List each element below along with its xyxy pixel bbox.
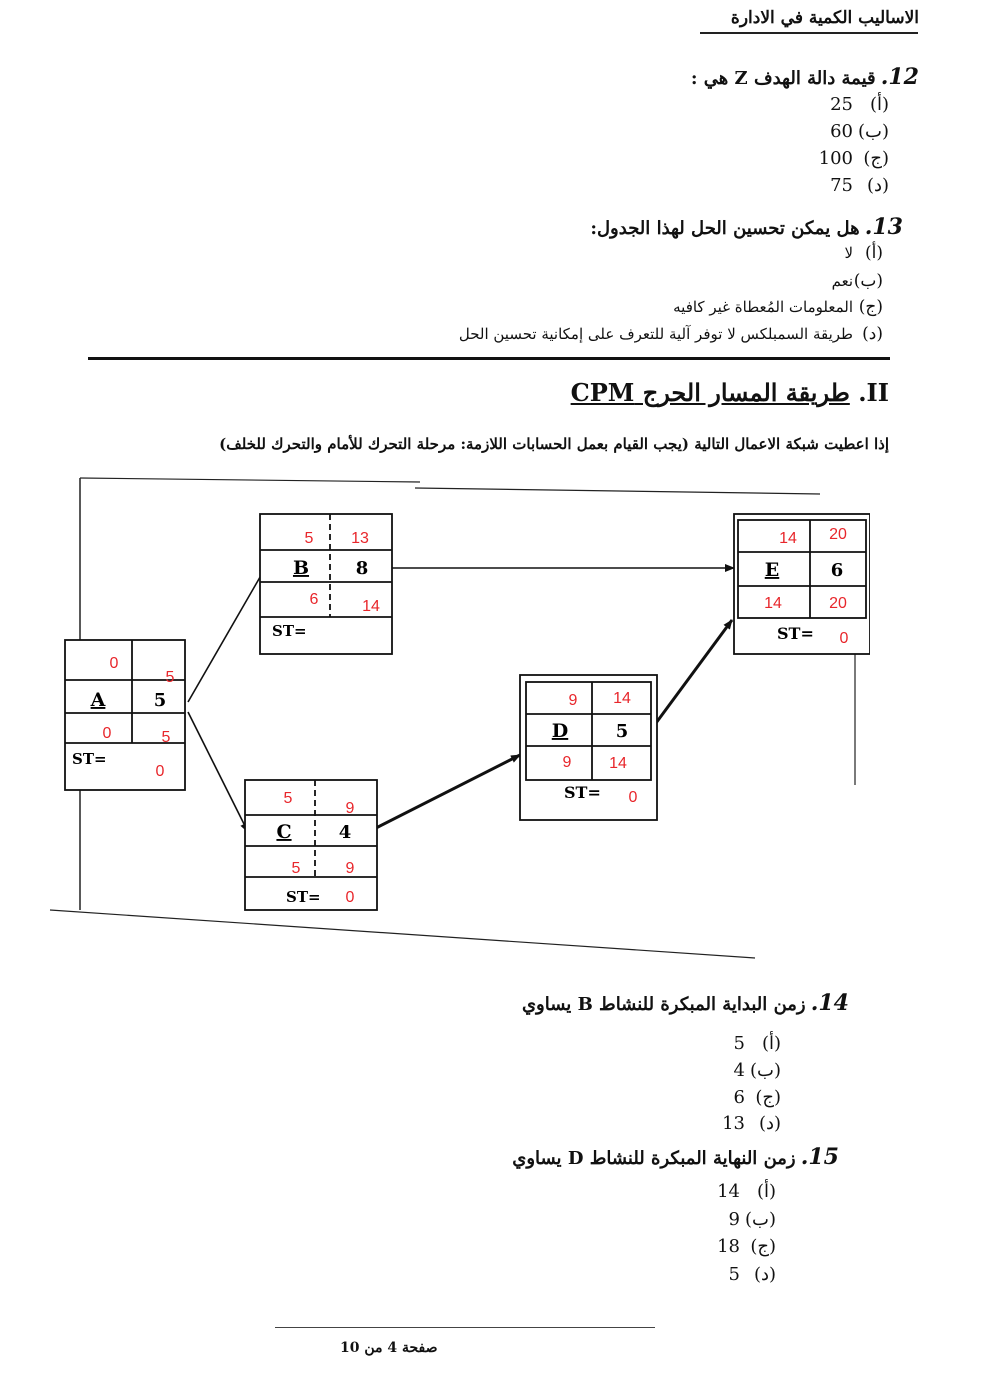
question-15: [512, 1144, 839, 1170]
slack-value: 0: [628, 789, 638, 806]
option-b[interactable]: (ب)9: [728, 1209, 776, 1230]
question-13: [590, 214, 903, 240]
early-start: 0: [109, 655, 119, 672]
arrow-c-to-d: [376, 755, 520, 828]
question-number: 12.: [880, 64, 919, 90]
slack-label: ST=: [286, 888, 321, 906]
activity-node-c: [245, 780, 377, 910]
early-finish: 9: [345, 800, 355, 817]
question-number: 14.: [810, 990, 849, 1016]
header-underline: [700, 32, 918, 34]
activity-duration: 6: [830, 560, 844, 581]
slack-label: ST=: [72, 750, 107, 768]
activity-id: B: [292, 557, 310, 579]
question-number: 13.: [864, 214, 903, 240]
frame-top: [80, 478, 420, 482]
late-start: 6: [309, 591, 319, 608]
question-text: زمن البداية المبكرة للنشاط B يساوي: [521, 994, 806, 1015]
option-d[interactable]: (د)13: [722, 1113, 781, 1134]
footer-rule: [275, 1327, 655, 1328]
section-number: II.: [858, 378, 889, 407]
activity-id: A: [90, 689, 106, 711]
question-14: [522, 990, 849, 1016]
question-12: [691, 64, 919, 90]
slack-value: 0: [345, 889, 355, 906]
question-text: زمن النهاية المبكرة للنشاط D يساوي: [512, 1148, 796, 1169]
late-finish: 9: [345, 860, 355, 877]
question-text: هل يمكن تحسين الحل لهذا الجدول:: [590, 218, 860, 239]
option-a[interactable]: (أ)5: [733, 1033, 781, 1054]
option-a[interactable]: (أ)25: [830, 94, 889, 115]
option-d[interactable]: (د)75: [830, 175, 889, 196]
arrow-a-to-c: [188, 712, 248, 832]
question-number: 15.: [800, 1144, 839, 1170]
option-a[interactable]: (أ)لا: [844, 243, 883, 263]
page-header: الاساليب الكمية في الادارة: [730, 8, 919, 28]
option-b[interactable]: (ب)4: [733, 1060, 781, 1081]
early-start: 14: [779, 530, 797, 547]
activity-duration: 4: [338, 822, 352, 843]
early-finish: 20: [829, 526, 847, 543]
arrow-d-to-e: [656, 620, 732, 723]
option-d[interactable]: (د)طريقة السمبلكس لا توفر آلية للتعرف على إمكانية تحسين الحل: [458, 324, 883, 344]
slack-label: ST=: [564, 783, 601, 802]
activity-duration: 5: [153, 690, 167, 711]
late-finish: 20: [829, 595, 847, 612]
section-divider: [88, 357, 890, 360]
option-c[interactable]: (ج)المعلومات المُعطاة غير كافيه: [673, 297, 883, 317]
activity-node-e: [734, 514, 870, 654]
section-instruction: إذا اعطيت شبكة الاعمال التالية (يجب القيام بعمل الحسابات اللازمة: مرحلة التحرك للأمام والتحرك للخلف): [219, 435, 889, 453]
late-start: 5: [291, 860, 301, 877]
slack-value: 0: [839, 630, 849, 647]
early-finish: 14: [613, 690, 631, 707]
early-start: 5: [304, 530, 314, 547]
frame-top-right: [415, 488, 820, 494]
arrow-a-to-b: [188, 565, 267, 702]
section-heading: [571, 378, 889, 407]
frame-bottom: [50, 910, 755, 958]
option-a[interactable]: (أ)14: [717, 1181, 776, 1202]
option-c[interactable]: (ج)18: [717, 1236, 776, 1257]
activity-id: D: [551, 720, 569, 742]
late-finish: 14: [609, 755, 627, 772]
early-finish: 5: [165, 669, 175, 686]
early-finish: 13: [351, 530, 369, 547]
option-c[interactable]: (ج)100: [818, 148, 889, 169]
cpm-network-diagram: [40, 470, 870, 970]
activity-id: E: [764, 559, 780, 581]
early-start: 5: [283, 790, 293, 807]
early-start: 9: [568, 692, 578, 709]
question-text: قيمة دالة الهدف Z هي :: [690, 68, 876, 89]
activity-id: C: [276, 821, 292, 843]
late-finish: 14: [362, 598, 380, 615]
slack-label: ST=: [777, 624, 814, 643]
page-number: صفحة 4 من 10: [340, 1340, 438, 1356]
activity-node-d: [520, 675, 657, 820]
slack-label: ST=: [272, 622, 307, 640]
activity-node-a: [65, 640, 185, 790]
option-c[interactable]: (ج)6: [733, 1087, 781, 1108]
late-finish: 5: [161, 729, 171, 746]
option-d[interactable]: (د)5: [728, 1264, 776, 1285]
activity-duration: 5: [615, 721, 629, 742]
section-title: طريقة المسار الحرج CPM: [570, 378, 850, 407]
activity-node-b: [260, 514, 392, 654]
late-start: 9: [562, 754, 572, 771]
late-start: 0: [102, 725, 112, 742]
activity-duration: 8: [355, 558, 369, 579]
option-b[interactable]: (ب)60: [830, 121, 889, 142]
late-start: 14: [764, 595, 782, 612]
slack-value: 0: [155, 763, 165, 780]
option-b[interactable]: (ب)نعم: [831, 271, 883, 291]
